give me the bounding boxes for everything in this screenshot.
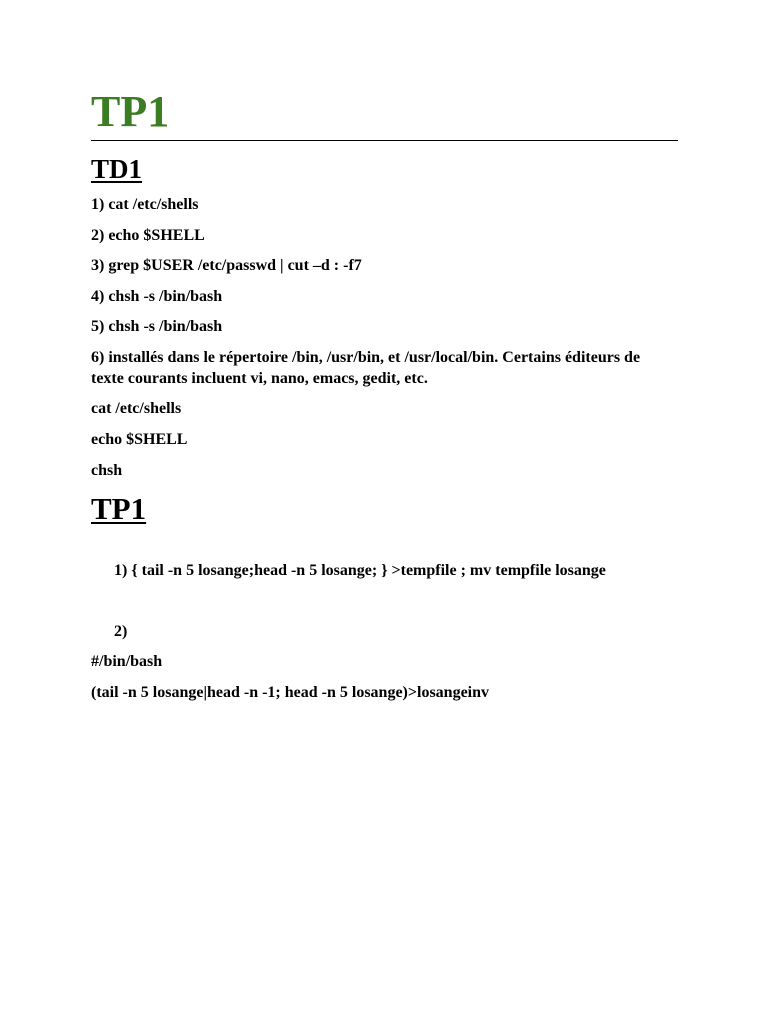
tp1-shebang: #/bin/bash: [91, 653, 163, 670]
tp1-item-2: 2): [114, 623, 128, 640]
section-heading-tp1: TP1: [91, 491, 147, 526]
td1-extra-line-2: echo $SHELL: [91, 431, 188, 448]
td1-item-4: 4) chsh -s /bin/bash: [91, 288, 223, 305]
td1-item-1: 1) cat /etc/shells: [91, 196, 199, 213]
td1-item-6: 6) installés dans le répertoire /bin, /usr/bin, et /usr/local/bin. Certains éditeurs de texte courants incluent vi, nano, emacs, gedit, etc.: [91, 349, 641, 387]
tp1-command: (tail -n 5 losange|head -n -1; head -n 5 losange)>losangeinv: [91, 684, 490, 701]
td1-item-3: 3) grep $USER /etc/passwd | cut –d : -f7: [91, 257, 362, 274]
td1-item-2: 2) echo $SHELL: [91, 227, 205, 244]
tp1-item-1: 1) { tail -n 5 losange;head -n 5 losange; } >tempfile ; mv tempfile losange: [114, 562, 606, 579]
td1-item-5: 5) chsh -s /bin/bash: [91, 318, 223, 335]
td1-extra-line-3: chsh: [91, 462, 123, 479]
title-divider: [91, 140, 678, 141]
td1-extra-line-1: cat /etc/shells: [91, 400, 182, 417]
section-heading-td1: TD1: [91, 154, 143, 184]
page-title: TP1: [91, 87, 170, 136]
